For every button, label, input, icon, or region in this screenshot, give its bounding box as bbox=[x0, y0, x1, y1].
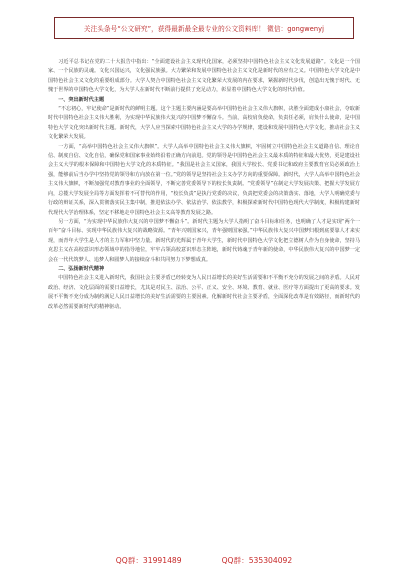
article-body bbox=[48, 58, 360, 312]
top-banner bbox=[54, 17, 354, 39]
section-heading: 一、突出新时代主题 bbox=[58, 96, 105, 103]
section-heading: 二、弘扬新时代精神 bbox=[58, 265, 105, 272]
body-paragraph: 中国特色社会主义进入新时代，我国社会主要矛盾已经转变为人民日益增长的美好生活需要和不平衡不充分的发展之间的矛盾。人民对政治、经济、文化层面的需要日益增长，尤其是对民主、法治、公平、正义、安全、环境、教育、就业、医疗等方面提出了更高的要求。发展不平衡不充分成为制约满足人民日益增长的美好生活需要的主要因素。化解新时代社会主要矛盾，全面深化改革是有效路径，而新时代的改革必然需要新时代的精神驱动。 bbox=[48, 275, 360, 310]
body-paragraph: 一方面，“高举中国特色社会主义伟大旗帜”。大学人高举中国特色社会主义伟大旗帜，牢固树立中国特色社会主义道路自信、理论自信、制度自信、文化自信，确保党和国家事业始终沿着正确方向前进。党的领导是中国特色社会主义最本质的特征和最大优势，更是建设社会主义大学的根本保障和中国特色大学文化的本质特征。“我国是社会主义国家，我国大学校长、党委书记和政府主要教育官员必须政治上强，能够前后当办学中坚持党的领导和方向放在第一位。”党的领导是坚持社会主义办学方向的重要保障。新时代，大学人高举中国特色社会主义伟大旗帜，不断加强党对教育事业的全面领导，不断完善党委领导下的校长负责制。“党委领导”在制定大学发展决策、把握大学发展方向，总揽大学发展全局等方面发挥着不可替代的作用，“校长负责”是执行党委的决议，负责把党委会的决策落实、落地，大学人明确党委与行政的辩证关系，深入贯彻落实民主集中制，推进依法办学、依法治学、依法教学，积极探索新时代中国特色现代大学制度，积极构建新时代现代大学治理体系，坚定不移地走中国特色社会主义高等教育发展之路。 bbox=[48, 143, 360, 216]
banner-text: 关注头条号“公文研究”，获得最新最全最专业的公文资料库！ 微信：gongwenyj bbox=[83, 25, 325, 33]
body-paragraph: “不忘初心，牢记使命”是新时代的鲜明主题。这个主题主要内涵是要高举中国特色社会主义伟大旗帜，决胜全面建成小康社会，夺取新时代中国特色社会主义伟大胜利，为实现中华民族伟大复兴的中国梦不懈奋斗。当前，高校肩负使命，负责任必须，肩负什么使命，是中国特色大学文化突出新时代主题。新时代，大学人应当探索中国特色社会主义大学的办学规律，建设和发展中国特色大学文化，推动社会主义文化繁荣大发展。 bbox=[48, 106, 360, 141]
intro-paragraph: 习近平总书记在党的二十大报告中指出：“全面建设社会主义现代化国家，必须坚持中国特色社会主义文化发展道路”。文化是一个国家、一个民族的灵魂。文化兴国运兴，文化强民族强。大力繁荣和发展中国特色社会主义文化是新时代的应有之义。中国特色大学文化是中国特色社会主义文化的重要组成部分。大学人契合中国特色社会主义文化繁荣大发展的内在要求，紧握新时代步伐，创造出无愧于时代、无愧于世界的中国特色大学文化，为大学人在新时代不断前行提供了充足动力，彰显着中国特色大学文化的时代价值。 bbox=[48, 59, 360, 94]
footer-contact bbox=[0, 555, 408, 566]
body-paragraph: 另一方面，“为实现中华民族伟大复兴的中国梦不懈奋斗”。新时代主题为大学人指明了奋斗目标和任务，也明确了人才是实现“两个一百年”奋斗目标、实现中华民族伟大复兴的战略资源。“青年兴则国家兴，青年强则国家强。”中华民族伟大复兴中国梦归根到底要靠人才来实现，而青年大学生是人才的主力军和中坚力量。新时代的光辉属于青年大学生，新时代中国特色大学文化把立德树人作为自身使命，坚持马克思主义在高校意识形态领域中的指导地位，牢牢占领高校意识形态主阵地，新时代铸魂于青年新的使命，中华民族伟大复兴的中国梦一定会在一代代筑梦人、追梦人和圆梦人的接续奋斗和共同努力下梦想成真。 bbox=[48, 218, 360, 263]
qq-group-1: QQ群：31991489 bbox=[115, 556, 182, 565]
qq-group-2: QQ群：535304092 bbox=[221, 556, 293, 565]
